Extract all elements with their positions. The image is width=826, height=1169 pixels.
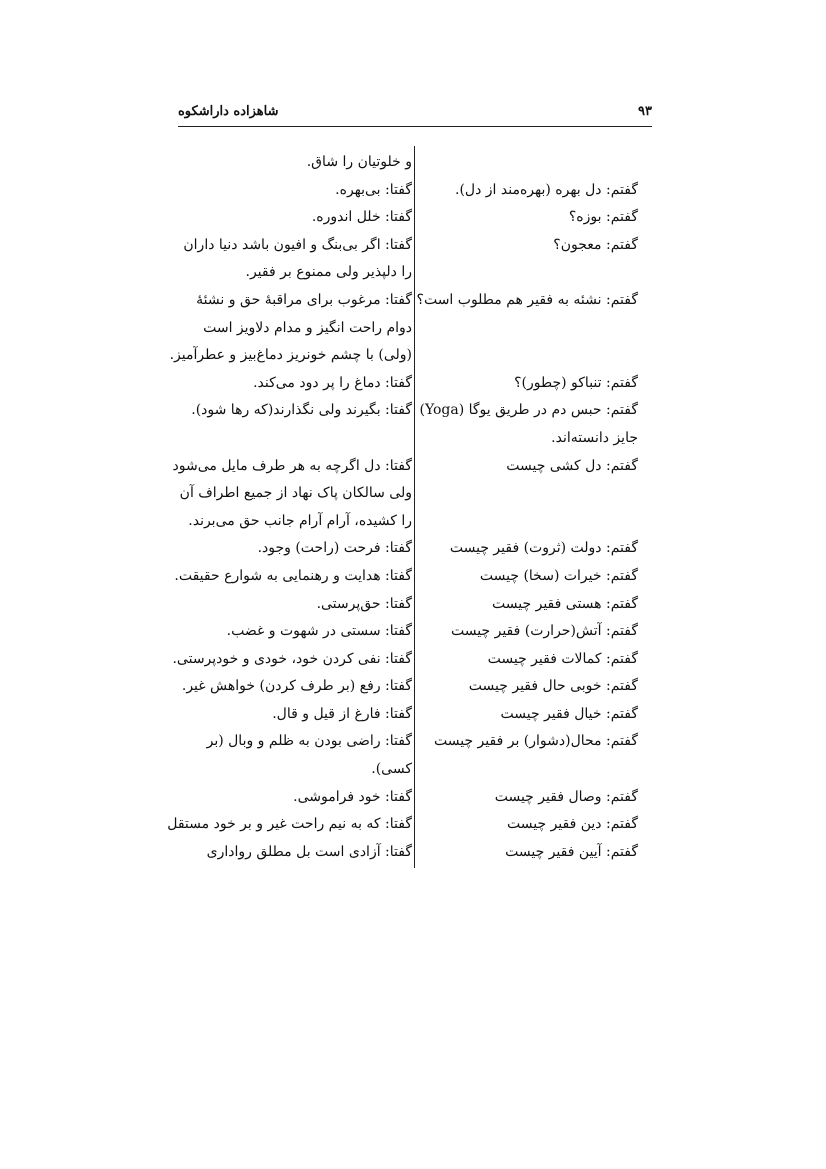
question-line (422, 315, 638, 343)
question-line: گفتم: خیرات (سخا) چیست (479, 567, 638, 584)
question-line (422, 508, 638, 536)
answer-line: (ولی) با چشم خونریز دماغ‌بیز و عطرآمیز. (169, 347, 412, 364)
answer-line: گفتا: راضی بودن به ظلم و وبال (بر (206, 733, 412, 750)
answers-column (167, 149, 412, 866)
question-line (422, 480, 638, 508)
page-header (178, 100, 652, 127)
answer-line: را دلپذیر ولی ممنوع بر فقیر. (245, 264, 412, 281)
question-line: گفتم: دولت (ثروت) فقیر چیست (449, 540, 638, 557)
answer-line: کسی). (371, 761, 412, 778)
answer-line: گفتا: فرحت (راحت) وجود. (257, 540, 412, 557)
question-line (422, 259, 638, 287)
answer-line (178, 425, 412, 453)
question-line: جایز دانسته‌اند. (551, 429, 638, 446)
question-line: گفتم: معجون؟ (553, 236, 638, 253)
question-line (422, 342, 638, 370)
answer-line: گفتا: مرغوب برای مراقبهٔ حق و نشئهٔ (196, 291, 412, 308)
question-line: گفتم: حبس دم در طریق یوگا (Yoga) (419, 402, 638, 419)
answer-line: گفتا: هدایت و رهنمایی به شوارع حقیقت. (174, 567, 412, 584)
question-line: گفتم: خوبی حال فقیر چیست (468, 678, 638, 695)
answer-line: گفتا: فارغ از قیل و قال. (272, 705, 412, 722)
answer-line: گفتا: نفی کردن خود، خودی و خودپرستی. (172, 650, 412, 667)
question-line: گفتم: خیال فقیر چیست (500, 705, 638, 722)
page-number: ۹۳ (638, 104, 652, 119)
answer-line: گفتا: که به نیم راحت غیر و بر خود مستقل (167, 816, 412, 833)
question-line: گفتم: نشئه به فقیر هم مطلوب است؟ (416, 291, 638, 308)
answer-line: گفتا: رفع (بر طرف کردن) خواهش غیر. (181, 678, 412, 695)
answer-line: گفتا: حق‌پرستی. (316, 595, 412, 612)
question-line: گفتم: دل بهره (بهره‌مند از دل). (455, 181, 638, 198)
running-title: شاهزاده داراشکوه (178, 104, 279, 119)
answer-line: گفتا: اگر بی‌بنگ و افیون باشد دنیا داران (183, 236, 412, 253)
answer-line: را کشیده، آرام آرام جانب حق می‌برند. (188, 512, 412, 529)
question-line (422, 756, 638, 784)
column-divider (414, 146, 415, 868)
answer-line: ولی سالکان پاک نهاد از جمیع اطراف آن (179, 485, 412, 502)
question-line: گفتم: کمالات فقیر چیست (487, 650, 638, 667)
answer-line: دوام راحت انگیز و مدام دلاویز است (203, 319, 412, 336)
answer-line: گفتا: سستی در شهوت و غضب. (226, 623, 412, 640)
answer-line: گفتا: خود فراموشی. (293, 788, 412, 805)
question-line: گفتم: محال(دشوار) بر فقیر چیست (433, 733, 638, 750)
question-line: گفتم: هستی فقیر چیست (492, 595, 638, 612)
question-line: گفتم: تنباکو (چطور)؟ (514, 374, 638, 391)
answer-line: گفتا: خلل اندوره. (311, 209, 412, 226)
answer-line: گفتا: بی‌بهره. (335, 181, 412, 198)
question-line: گفتم: بوزه؟ (568, 209, 638, 226)
answer-line: گفتا: بگیرند ولی نگذارند(که رها شود). (191, 402, 412, 419)
question-line: گفتم: دل کشی چیست (506, 457, 638, 474)
question-line: گفتم: آیین فقیر چیست (505, 843, 638, 860)
answer-line: و خلوتیان را شاق. (306, 154, 412, 170)
question-line: گفتم: دین فقیر چیست (507, 816, 638, 833)
answer-line: گفتا: آزادی است بل مطلق رواداری (206, 843, 412, 860)
question-line: گفتم: آتش(حرارت) فقیر چیست (451, 623, 638, 640)
answer-line: گفتا: دماغ را پر دود می‌کند. (253, 374, 412, 391)
questions-column (416, 149, 638, 866)
answer-line: گفتا: دل اگرچه به هر طرف مایل می‌شود (172, 457, 412, 474)
question-line: گفتم: وصال فقیر چیست (494, 788, 638, 805)
question-line (422, 149, 638, 177)
